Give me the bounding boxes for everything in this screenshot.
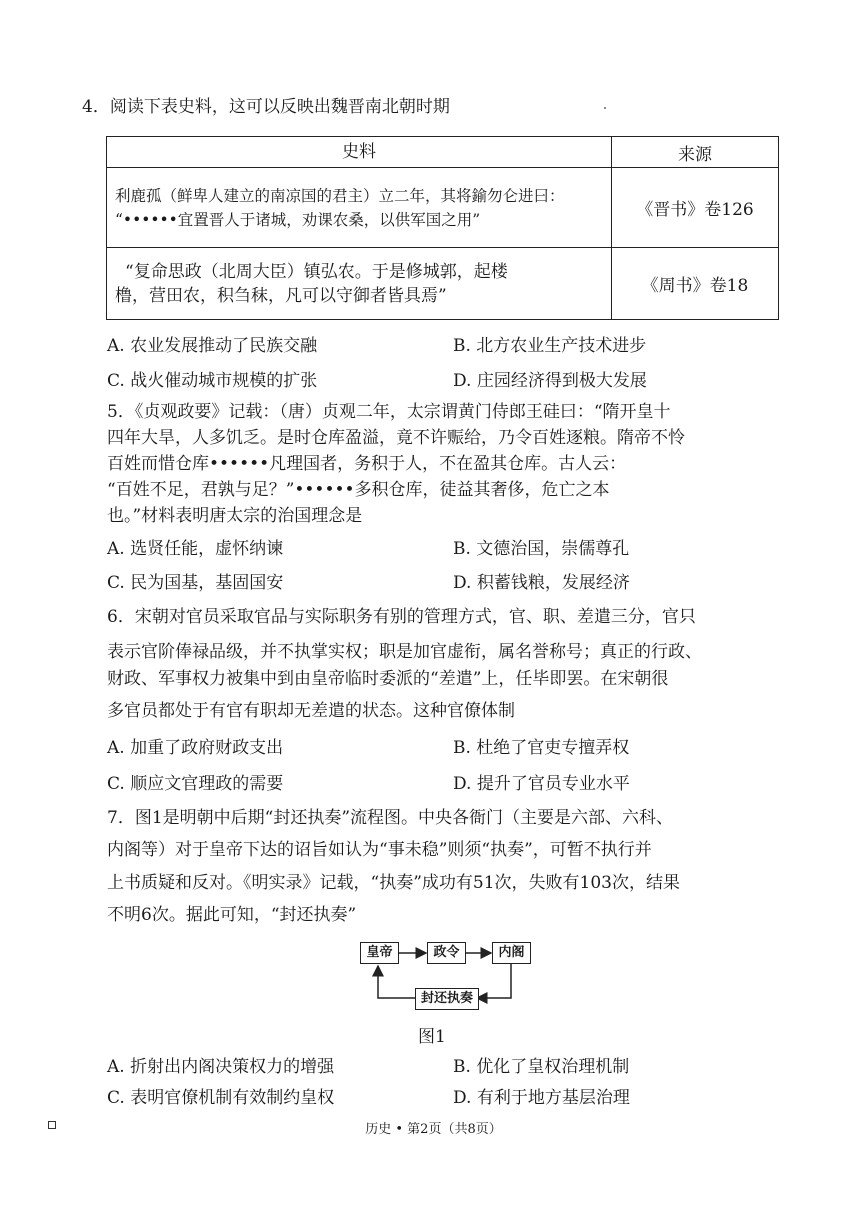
table-header-material: 史料 — [107, 137, 612, 168]
q7-line: 7．图1是明朝中后期“封还执奏”流程图。中央各衙门（主要是六部、六科、 — [107, 808, 674, 828]
scan-speck — [604, 107, 606, 109]
q4-option-a[interactable]: A. 农业发展推动了民族交融 — [107, 336, 318, 356]
q5-line: 四年大旱，人多饥乏。是时仓库盈溢，竟不许赈给，乃令百姓逐粮。隋帝不怜 — [107, 428, 685, 448]
figure-caption: 图1 — [418, 1027, 446, 1047]
q6-option-c[interactable]: C. 顺应文官理政的需要 — [107, 774, 284, 794]
material-line: “复命思政（北周大臣）镇弘农。于是修城郭，起楼 — [125, 261, 508, 282]
q7-line: 上书质疑和反对。《明实录》记载，“执奏”成功有51次，失败有103次，结果 — [107, 873, 680, 893]
q4-option-d[interactable]: D. 庄园经济得到极大发展 — [453, 371, 647, 391]
q6-line: 6．宋朝对官员采取官品与实际职务有别的管理方式，官、职、差遣三分，官只 — [107, 607, 696, 627]
q4-stem: 4．阅读下表史料，这可以反映出魏晋南北朝时期 — [82, 97, 450, 117]
q6-option-a[interactable]: A. 加重了政府财政支出 — [107, 738, 284, 758]
table-cell-source: 《周书》卷18 — [612, 248, 779, 320]
q5-option-d[interactable]: D. 积蓄钱粮，发展经济 — [453, 573, 630, 593]
box-decree: 政令 — [427, 942, 466, 964]
q5-option-a[interactable]: A. 选贤任能，虚怀纳谏 — [107, 539, 284, 559]
q6-line: 财政、军事权力被集中到由皇帝临时委派的“差遣”上，任毕即罢。在宋朝很 — [107, 669, 669, 689]
q7-option-a[interactable]: A. 折射出内阁决策权力的增强 — [107, 1057, 335, 1077]
table-header-row — [107, 137, 779, 168]
table-row — [107, 248, 779, 320]
box-return-memorial: 封还执奏 — [415, 988, 479, 1010]
q7-line: 内阁等）对于皇帝下达的诏旨如认为“事未稳”则须“执奏”，可暂不执行并 — [107, 840, 652, 860]
arrow-cabinet-to-return — [477, 964, 511, 998]
q5-line: 5．《贞观政要》记载：（唐）贞观二年，太宗谓黄门侍郎王硅曰：“隋开皇十 — [107, 402, 671, 422]
table-cell-material — [107, 168, 612, 248]
arrow-return-to-emperor — [378, 966, 415, 998]
q7-option-d[interactable]: D. 有利于地方基层治理 — [453, 1088, 630, 1108]
material-line: 橹，营田农，积刍秣，凡可以守御者皆具焉” — [115, 285, 447, 306]
table-header-source: 来源 — [612, 137, 779, 168]
material-line: “••••••宜置晋人于诸城，劝课农桑，以供军国之用” — [115, 210, 481, 229]
q7-option-b[interactable]: B. 优化了皇权治理机制 — [453, 1057, 630, 1077]
q5-line: “百姓不足，君孰与足？”••••••多积仓库，徒益其奢侈，危亡之本 — [107, 480, 610, 500]
table-cell-source: 《晋书》卷126 — [612, 168, 779, 248]
flow-diagram — [355, 936, 535, 1016]
page-footer: 历史 • 第2页（共8页） — [365, 1122, 502, 1137]
table-cell-material — [107, 248, 612, 320]
box-emperor: 皇帝 — [360, 942, 399, 964]
q4-option-b[interactable]: B. 北方农业生产技术进步 — [453, 336, 647, 356]
material-line: 利鹿孤（鲜卑人建立的南凉国的君主）立二年，其将鍮勿仑进曰： — [115, 186, 565, 205]
q7-line: 不明6次。据此可知，“封还执奏” — [107, 905, 357, 925]
table-row — [107, 168, 779, 248]
q5-option-c[interactable]: C. 民为国基，基固国安 — [107, 573, 284, 593]
box-cabinet: 内阁 — [492, 942, 531, 964]
q5-line: 百姓而惜仓库••••••凡理国者，务积于人，不在盈其仓库。古人云： — [107, 454, 627, 474]
q5-option-b[interactable]: B. 文德治国，崇儒尊孔 — [453, 539, 630, 559]
q6-line: 表示官阶俸禄品级，并不执掌实权；职是加官虚衔，属名誉称号；真正的行政、 — [107, 642, 702, 662]
source-table — [106, 136, 779, 320]
q6-option-b[interactable]: B. 杜绝了官吏专擅弄权 — [453, 738, 630, 758]
q6-option-d[interactable]: D. 提升了官员专业水平 — [453, 774, 630, 794]
q6-line: 多官员都处于有官有职却无差遣的状态。这种官僚体制 — [107, 701, 515, 721]
q4-option-c[interactable]: C. 战火催动城市规模的扩张 — [107, 371, 318, 391]
q7-option-c[interactable]: C. 表明官僚机制有效制约皇权 — [107, 1088, 335, 1108]
q5-line: 也。”材料表明唐太宗的治国理念是 — [107, 506, 363, 526]
